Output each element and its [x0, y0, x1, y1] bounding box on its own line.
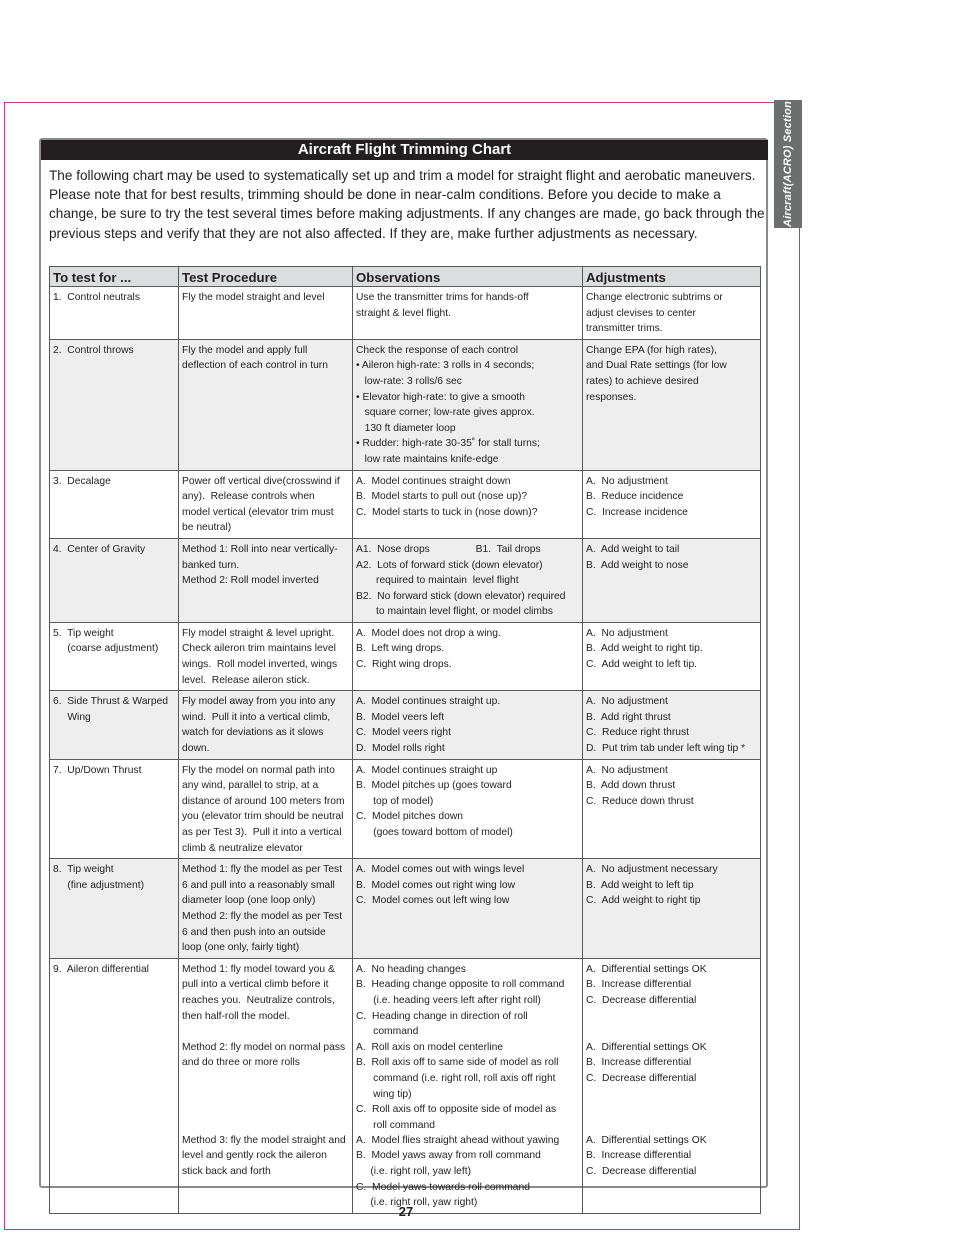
- test-cell: [50, 622, 179, 690]
- procedure-cell: [179, 691, 353, 759]
- observations-method-2: A. Roll axis on model centerline B. Roll axis off to same side of model as roll command (i.e. right roll, roll axis off right wing tip) C. Roll axis off to opposite side of model as roll command: [356, 1041, 559, 1131]
- test-text: 5. Tip weight (coarse adjustment): [53, 627, 159, 655]
- adjustments-cell: [583, 759, 761, 859]
- adjustments-cell: [583, 339, 761, 470]
- observations-cell: [353, 538, 583, 622]
- table-row: [50, 691, 761, 759]
- trim-line-top: [4, 102, 799, 103]
- procedure-text: Fly model straight & level upright. Check aileron trim maintains level wings. Roll model inverted, wings level. Release aileron stick.: [182, 627, 338, 686]
- trim-line-left: [4, 102, 5, 1229]
- adjustments-cell: [583, 622, 761, 690]
- observations-text: Use the transmitter trims for hands-off straight & level flight.: [356, 292, 529, 319]
- observations-cell: [353, 759, 583, 859]
- procedure-text: Method 1: fly the model as per Test 6 and pull into a reasonably small diameter loop (one loop only) Method 2: fly the model as per Test 6 and then push into an outside loop (one only, fairly tight): [182, 864, 343, 954]
- adjustments-cell: [583, 958, 761, 1213]
- table-row: [50, 622, 761, 690]
- test-text: 3. Decalage: [53, 475, 111, 487]
- test-cell: [50, 339, 179, 470]
- observations-text: A. Model continues straight up B. Model pitches up (goes toward top of model) C. Model pitches down (goes toward bottom of model): [356, 764, 513, 838]
- observations-cell: [353, 339, 583, 470]
- procedure-cell: [179, 339, 353, 470]
- adjustments-cell: [583, 538, 761, 622]
- section-tab-label: Aircraft(ACRO) Section: [782, 100, 794, 228]
- procedure-text: Fly the model and apply full deflection of each control in turn: [182, 344, 328, 372]
- adjustments-cell: [583, 287, 761, 340]
- observations-text: A. Model comes out with wings level B. Model comes out right wing low C. Model comes out left wing low: [356, 864, 525, 907]
- observations-text: A. Model continues straight up. B. Model veers left C. Model veers right D. Model rolls right: [356, 696, 501, 755]
- procedure-method-2: Method 2: fly model on normal pass and do three or more rolls: [182, 1041, 346, 1069]
- table-row: [50, 958, 761, 1213]
- trim-line-bottom: [4, 1229, 800, 1230]
- adjustments-text: A. No adjustment B. Add down thrust C. Reduce down thrust: [586, 764, 694, 807]
- observations-cell: [353, 859, 583, 959]
- adjustments-text: A. No adjustment B. Reduce incidence C. Increase incidence: [586, 475, 688, 518]
- adjustments-cell: [583, 859, 761, 959]
- adjustments-method-3: A. Differential settings OK B. Increase differential C. Decrease differential: [586, 1134, 707, 1177]
- adjustments-text: A. No adjustment necessary B. Add weight to left tip C. Add weight to right tip: [586, 864, 718, 907]
- page-number: 27: [398, 1204, 414, 1219]
- table-row: [50, 339, 761, 470]
- trimming-chart-table: [49, 266, 761, 1214]
- chart-title: Aircraft Flight Trimming Chart: [41, 140, 768, 160]
- trim-line-right: [799, 102, 800, 1229]
- test-cell: [50, 538, 179, 622]
- adjustments-text: Change EPA (for high rates), and Dual Rate settings (for low rates) to achieve desired responses.: [586, 344, 727, 403]
- procedure-cell: [179, 622, 353, 690]
- test-cell: [50, 287, 179, 340]
- header-test: To test for ...: [50, 267, 179, 287]
- procedure-text: Fly model away from you into any wind. Pull it into a vertical climb, watch for deviations as it slows down.: [182, 696, 336, 755]
- table-row: [50, 859, 761, 959]
- procedure-cell: [179, 759, 353, 859]
- adjustments-cell: [583, 691, 761, 759]
- procedure-cell: [179, 859, 353, 959]
- procedure-cell: [179, 538, 353, 622]
- observations-method-3: A. Model flies straight ahead without yawing B. Model yaws away from roll command (i.e. right roll, yaw left) C. Model yaws towards roll command (i.e. right roll, yaw right): [356, 1134, 560, 1209]
- procedure-method-3: Method 3: fly the model straight and level and gently rock the aileron stick back and forth: [182, 1134, 346, 1177]
- test-text: 9. Aileron differential: [53, 963, 149, 975]
- header-observations: Observations: [353, 267, 583, 287]
- header-adjustments: Adjustments: [583, 267, 761, 287]
- test-text: 2. Control throws: [53, 344, 134, 356]
- table-row: [50, 538, 761, 622]
- procedure-cell: [179, 287, 353, 340]
- adjustments-text: A. Add weight to tail B. Add weight to nose: [586, 543, 689, 571]
- procedure-cell: [179, 958, 353, 1213]
- intro-paragraph: The following chart may be used to systematically set up and trim a model for straight flight and aerobatic maneuvers. Please note that for best results, trimming should be done in near-calm conditions. Before you decide to make a change, be sure to try the test several times before making adjustments. If any changes are made, go back through the previous steps and verify that they are not also affected. If they are, make further adjustments as necessary.: [49, 168, 765, 241]
- procedure-method-1: Method 1: fly model toward you & pull into a vertical climb before it reaches you. Neutralize controls, then half-roll the model.: [182, 963, 335, 1022]
- observations-text: A1. Nose drops B1. Tail drops A2. Lots of forward stick (down elevator) required to maintain level flight B2. No forward stick (down elevator) required to maintain level flight, or model climbs: [356, 543, 566, 618]
- observations-text: A. Model does not drop a wing. B. Left wing drops. C. Right wing drops.: [356, 627, 501, 671]
- adjustments-method-2: A. Differential settings OK B. Increase differential C. Decrease differential: [586, 1041, 707, 1084]
- observations-method-1: A. No heading changes B. Heading change opposite to roll command (i.e. heading veers left after right roll) C. Heading change in direction of roll command: [356, 963, 565, 1038]
- test-cell: [50, 759, 179, 859]
- test-text: 6. Side Thrust & Warped Wing: [53, 696, 169, 723]
- table-row: [50, 470, 761, 538]
- section-tab: [774, 100, 802, 228]
- table-row: [50, 287, 761, 340]
- table-row: [50, 759, 761, 859]
- test-cell: [50, 859, 179, 959]
- procedure-text: Method 1: Roll into near vertically- banked turn. Method 2: Roll model inverted: [182, 543, 338, 587]
- observations-text: A. Model continues straight down B. Model starts to pull out (nose up)? C. Model starts to tuck in (nose down)?: [356, 475, 538, 518]
- procedure-text: Fly the model straight and level: [182, 292, 325, 303]
- adjustments-cell: [583, 470, 761, 538]
- observations-cell: [353, 287, 583, 340]
- header-procedure: Test Procedure: [179, 267, 353, 287]
- test-text: 8. Tip weight (fine adjustment): [53, 864, 145, 891]
- test-text: 4. Center of Gravity: [53, 543, 146, 555]
- test-text: 7. Up/Down Thrust: [53, 764, 142, 776]
- observations-cell: [353, 691, 583, 759]
- adjustments-method-1: A. Differential settings OK B. Increase differential C. Decrease differential: [586, 963, 707, 1006]
- adjustments-text: Change electronic subtrims or adjust clevises to center transmitter trims.: [586, 292, 723, 335]
- adjustments-text: A. No adjustment B. Add weight to right tip. C. Add weight to left tip.: [586, 627, 703, 671]
- observations-cell: [353, 958, 583, 1213]
- test-cell: [50, 691, 179, 759]
- observations-cell: [353, 622, 583, 690]
- adjustments-text: A. No adjustment B. Add right thrust C. Reduce right thrust D. Put trim tab under left wing tip *: [586, 696, 746, 755]
- procedure-text: Power off vertical dive(crosswind if any). Release controls when model vertical (elevator trim must be neutral): [182, 475, 340, 534]
- table-header-row: [50, 267, 761, 287]
- procedure-text: Fly the model on normal path into any wind, parallel to strip, at a distance of around 100 meters from you (elevator trim should be neutral as per Test 3). Pull it into a vertical climb & neutralize elevator: [182, 764, 345, 854]
- observations-text: Check the response of each control • Aileron high-rate: 3 rolls in 4 seconds; low-rate: 3 rolls/6 sec • Elevator high-rate: to give a smooth square corner; low-rate gives approx. 130 ft diameter loop • Rudder: high-rate 30-35˚ for stall turns; low rate maintains knife-edge: [356, 344, 540, 465]
- procedure-cell: [179, 470, 353, 538]
- observations-cell: [353, 470, 583, 538]
- test-cell: [50, 958, 179, 1213]
- test-text: 1. Control neutrals: [53, 292, 140, 303]
- test-cell: [50, 470, 179, 538]
